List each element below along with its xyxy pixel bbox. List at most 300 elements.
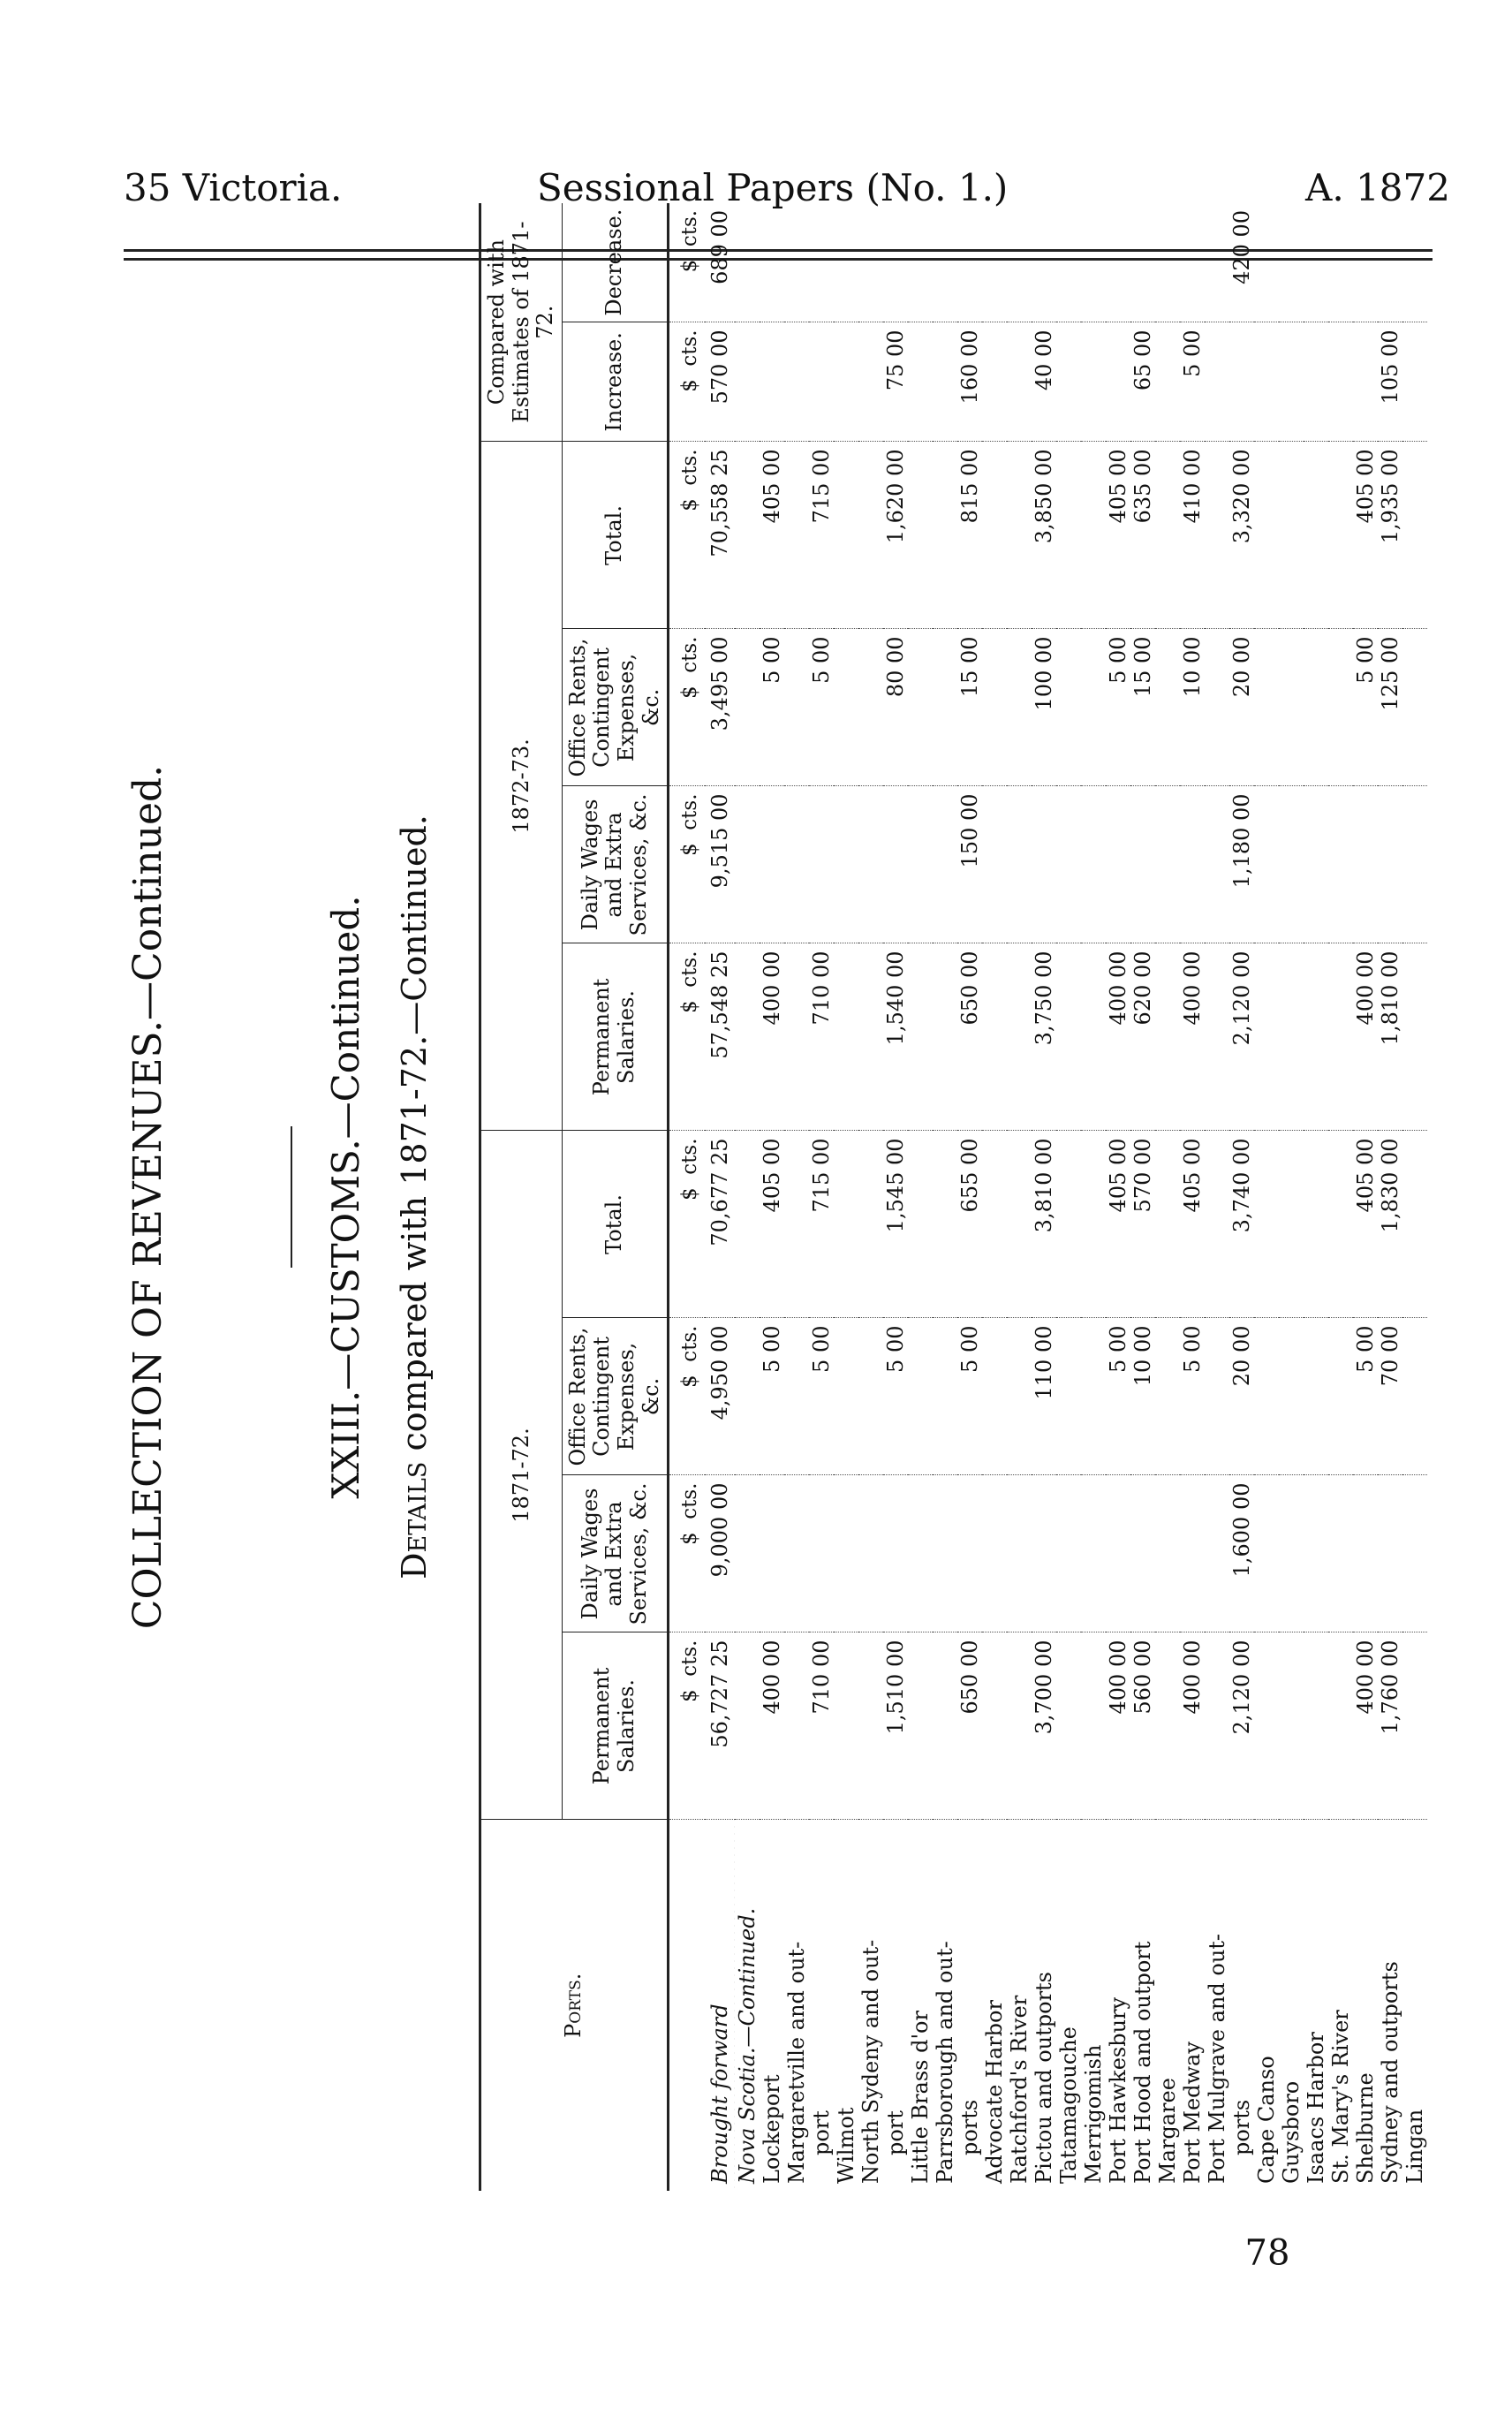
amount-cell (1279, 786, 1304, 943)
amount-cell: 1,540 00 (883, 943, 908, 1131)
table-row (1130, 203, 1155, 2191)
port-name: Port Hawkesbury (1106, 1820, 1130, 2191)
table-row (1056, 203, 1081, 2191)
table-row (1106, 203, 1130, 2191)
amount-cell (933, 943, 957, 1131)
amount-cell (858, 629, 883, 786)
unit-cell: $ cts. (669, 322, 706, 442)
amount-cell: 405 00 (1106, 1131, 1130, 1318)
table-row (735, 203, 760, 2191)
amount-cell (1007, 1632, 1032, 1820)
amount-cell: 105 00 (1378, 322, 1402, 442)
table-row (1378, 203, 1402, 2191)
amount-cell: 5 00 (760, 1318, 784, 1475)
amount-cell (1155, 1318, 1180, 1475)
amount-cell: 3,810 00 (1032, 1131, 1056, 1318)
amount-cell (809, 786, 834, 943)
amount-cell (908, 786, 933, 943)
port-name: Shelburne (1353, 1820, 1378, 2191)
amount-cell (1328, 943, 1353, 1131)
increase-header: Increase. (562, 322, 668, 442)
amount-cell: 2,120 00 (1229, 943, 1254, 1131)
amount-cell (1007, 1131, 1032, 1318)
office-rents-1872: Office Rents, Contingent Expenses, &c. (562, 629, 668, 786)
office-rents-1871: Office Rents, Contingent Expenses, &c. (562, 1318, 668, 1475)
amount-cell (1402, 442, 1427, 629)
amount-cell: 3,750 00 (1032, 943, 1056, 1131)
amount-cell (982, 322, 1007, 442)
amount-cell: 650 00 (957, 1632, 982, 1820)
amount-cell (1056, 943, 1081, 1131)
amount-cell (1304, 786, 1328, 943)
amount-cell (1402, 322, 1427, 442)
amount-cell (1279, 1475, 1304, 1632)
amount-cell (858, 322, 883, 442)
amount-cell (883, 786, 908, 943)
table-row (957, 203, 982, 2191)
unit-cell: $ cts. (669, 943, 706, 1131)
amount-cell (982, 1632, 1007, 1820)
amount-cell: 5 00 (1180, 1318, 1205, 1475)
amount-cell (784, 203, 809, 322)
amount-cell (1279, 1632, 1304, 1820)
ports-header: Ports. (480, 1820, 669, 2191)
port-name: Pictou and outports (1032, 1820, 1056, 2191)
amount-cell: 710 00 (809, 943, 834, 1131)
amount-cell: 150 00 (957, 786, 982, 943)
amount-cell: 1,510 00 (883, 1632, 908, 1820)
amount-cell: 160 00 (957, 322, 982, 442)
amount-cell (1007, 442, 1032, 629)
amount-cell (908, 1632, 933, 1820)
table-row (1007, 203, 1032, 2191)
amount-cell (760, 1475, 784, 1632)
amount-cell (1304, 629, 1328, 786)
amount-cell: 715 00 (809, 442, 834, 629)
amount-cell (1056, 1131, 1081, 1318)
table-row (1180, 203, 1205, 2191)
amount-cell (858, 1131, 883, 1318)
amount-cell (1081, 629, 1106, 786)
amount-cell (1304, 1318, 1328, 1475)
amount-cell (1328, 1131, 1353, 1318)
table-row (784, 203, 809, 2191)
amount-cell (933, 1318, 957, 1475)
amount-cell (735, 442, 760, 629)
port-name: St. Mary's River (1328, 1820, 1353, 2191)
amount-cell: 80 00 (883, 629, 908, 786)
amount-cell (908, 1318, 933, 1475)
port-name: Parrsborough and out- (933, 1820, 957, 2191)
table-row (760, 203, 784, 2191)
amount-cell (933, 1475, 957, 1632)
table-row (1155, 203, 1180, 2191)
port-name: port (883, 1820, 908, 2191)
amount-cell (834, 943, 858, 1131)
amount-cell: 10 00 (1130, 1318, 1155, 1475)
table-row (1205, 203, 1229, 2191)
amount-cell (1254, 629, 1279, 786)
amount-cell: 400 00 (1353, 943, 1378, 1131)
amount-cell (1205, 1475, 1229, 1632)
amount-cell (784, 786, 809, 943)
amount-cell (1353, 203, 1378, 322)
amount-cell (784, 442, 809, 629)
amount-cell: 620 00 (1130, 943, 1155, 1131)
amount-cell (908, 1131, 933, 1318)
amount-cell (1155, 943, 1180, 1131)
amount-cell (1254, 943, 1279, 1131)
amount-cell (1205, 629, 1229, 786)
amount-cell: 70,558 25 (705, 442, 735, 629)
amount-cell (1328, 442, 1353, 629)
unit-cell: $ cts. (669, 629, 706, 786)
amount-cell: 5 00 (809, 629, 834, 786)
amount-cell: 3,740 00 (1229, 1131, 1254, 1318)
amount-cell (1056, 203, 1081, 322)
amount-cell (834, 1475, 858, 1632)
amount-cell (784, 322, 809, 442)
amount-cell (1304, 442, 1328, 629)
amount-cell: 635 00 (1130, 442, 1155, 629)
amount-cell (957, 1475, 982, 1632)
table-row (809, 203, 834, 2191)
amount-cell (834, 786, 858, 943)
amount-cell: 2,120 00 (1229, 1632, 1254, 1820)
table-row (858, 203, 883, 2191)
port-name: Guysboro (1279, 1820, 1304, 2191)
amount-cell (858, 1632, 883, 1820)
details-label: Details (395, 1461, 434, 1579)
amount-cell (1056, 1632, 1081, 1820)
amount-cell (1402, 203, 1427, 322)
amount-cell: 57,548 25 (705, 943, 735, 1131)
amount-cell (1130, 1475, 1155, 1632)
amount-cell (1378, 1475, 1402, 1632)
amount-cell (1378, 203, 1402, 322)
amount-cell (735, 629, 760, 786)
amount-cell (858, 943, 883, 1131)
table-row (908, 203, 933, 2191)
port-name: Isaacs Harbor (1304, 1820, 1328, 2191)
amount-cell (1081, 943, 1106, 1131)
port-name: Margaree (1155, 1820, 1180, 2191)
amount-cell (834, 1632, 858, 1820)
amount-cell (858, 442, 883, 629)
amount-cell (735, 1131, 760, 1318)
amount-cell (1254, 1318, 1279, 1475)
amount-cell (809, 203, 834, 322)
amount-cell (1205, 1632, 1229, 1820)
amount-cell (834, 1131, 858, 1318)
amount-cell (735, 1318, 760, 1475)
amount-cell (735, 1632, 760, 1820)
amount-cell: 5 00 (1180, 322, 1205, 442)
total-1871: Total. (562, 1131, 668, 1318)
compared-header: Compared with Estimates of 1871-72. (480, 203, 563, 442)
amount-cell (760, 203, 784, 322)
amount-cell (735, 203, 760, 322)
amount-cell: 1,180 00 (1229, 786, 1254, 943)
amount-cell (858, 1475, 883, 1632)
port-name: Sydney and outports (1378, 1820, 1402, 2191)
rotated-page-content (125, 203, 1433, 2274)
amount-cell (1304, 203, 1328, 322)
amount-cell (1304, 322, 1328, 442)
amount-cell (1007, 322, 1032, 442)
amount-cell (933, 203, 957, 322)
amount-cell (1328, 629, 1353, 786)
amount-cell (1007, 943, 1032, 1131)
port-name: Port Medway (1180, 1820, 1205, 2191)
amount-cell: 75 00 (883, 322, 908, 442)
amount-cell: 20 00 (1229, 629, 1254, 786)
amount-cell: 70 00 (1378, 1318, 1402, 1475)
amount-cell (1056, 629, 1081, 786)
table-row (1402, 203, 1427, 2191)
amount-cell (809, 1475, 834, 1632)
amount-cell: 400 00 (760, 1632, 784, 1820)
amount-cell: 560 00 (1130, 1632, 1155, 1820)
amount-cell (1402, 629, 1427, 786)
amount-cell (1279, 1131, 1304, 1318)
amount-cell (982, 1475, 1007, 1632)
amount-cell (933, 442, 957, 629)
amount-cell (1155, 1632, 1180, 1820)
amount-cell (858, 203, 883, 322)
amount-cell (1279, 943, 1304, 1131)
amount-cell (735, 1475, 760, 1632)
port-name: Ratchford's River (1007, 1820, 1032, 2191)
decrease-header: Decrease. (562, 203, 668, 322)
amount-cell (760, 322, 784, 442)
amount-cell (1353, 786, 1378, 943)
port-name: ports (957, 1820, 982, 2191)
details-suffix: compared with 1871-72.—Continued. (395, 814, 434, 1462)
amount-cell: 1,810 00 (1378, 943, 1402, 1131)
port-name: Wilmot (834, 1820, 858, 2191)
amount-cell (1056, 1475, 1081, 1632)
amount-cell: 5 00 (1106, 629, 1130, 786)
amount-cell (1130, 203, 1155, 322)
amount-cell (1180, 203, 1205, 322)
amount-cell (858, 786, 883, 943)
amount-cell (834, 442, 858, 629)
amount-cell (1402, 1131, 1427, 1318)
page-number: 78 (1244, 2232, 1290, 2274)
amount-cell (1081, 1318, 1106, 1475)
amount-cell (908, 1475, 933, 1632)
amount-cell: 110 00 (1032, 1318, 1056, 1475)
amount-cell (982, 943, 1007, 1131)
amount-cell: 20 00 (1229, 1318, 1254, 1475)
port-name: Lingan (1402, 1820, 1427, 2191)
amount-cell (1402, 943, 1427, 1131)
amount-cell (933, 629, 957, 786)
daily-wages-1871: Daily Wages and Extra Services, &c. (562, 1475, 668, 1632)
amount-cell (1205, 786, 1229, 943)
amount-cell (1130, 786, 1155, 943)
amount-cell (1007, 1318, 1032, 1475)
amount-cell (883, 1475, 908, 1632)
amount-cell: 1,620 00 (883, 442, 908, 629)
amount-cell (982, 629, 1007, 786)
table-row (1279, 203, 1304, 2191)
amount-cell: 405 00 (760, 442, 784, 629)
daily-wages-1872: Daily Wages and Extra Services, &c. (562, 786, 668, 943)
amount-cell (1205, 1131, 1229, 1318)
details-subtitle (395, 203, 434, 2191)
amount-cell (834, 629, 858, 786)
customs-title: XXIII.—CUSTOMS.—Continued. (324, 895, 367, 1499)
amount-cell: 689 00 (707, 209, 733, 284)
amount-cell: 5 00 (957, 1318, 982, 1475)
port-name: Cape Canso (1254, 1820, 1279, 2191)
amount-cell: 400 00 (1106, 943, 1130, 1131)
amount-cell: 400 00 (1180, 943, 1205, 1131)
amount-cell: 1,935 00 (1378, 442, 1402, 629)
amount-cell (1254, 203, 1279, 322)
amount-cell (1056, 322, 1081, 442)
amount-cell (784, 1131, 809, 1318)
amount-cell (1402, 1632, 1427, 1820)
collection-title: COLLECTION OF REVENUES.—Continued. (125, 764, 170, 1630)
title-separator (291, 1126, 292, 1268)
amount-cell (1279, 203, 1304, 322)
amount-cell: 715 00 (809, 1131, 834, 1318)
amount-cell: 100 00 (1032, 629, 1056, 786)
unit-cell: $ cts. (669, 1318, 706, 1475)
amount-cell (1254, 322, 1279, 442)
table-row (1304, 203, 1328, 2191)
year-1872-header: 1872-73. (480, 442, 563, 1131)
amount-cell: 1,600 00 (1229, 1475, 1254, 1632)
header-title: Sessional Papers (No. 1.) (537, 166, 1009, 209)
amount-cell (1081, 1475, 1106, 1632)
amount-cell (834, 203, 858, 322)
amount-cell (1056, 1318, 1081, 1475)
amount-cell (1007, 1475, 1032, 1632)
amount-cell: 1,760 00 (1378, 1632, 1402, 1820)
amount-cell (1304, 1632, 1328, 1820)
amount-cell: 3,700 00 (1032, 1632, 1056, 1820)
amount-cell: 570 00 (1130, 1131, 1155, 1318)
amount-cell: 1,545 00 (883, 1131, 908, 1318)
customs-details-table (479, 203, 1427, 2191)
amount-cell (1279, 442, 1304, 629)
amount-cell: 420 00 (1229, 209, 1255, 284)
amount-cell: 5 00 (1353, 629, 1378, 786)
amount-cell (1353, 1475, 1378, 1632)
port-name: Brought forward (705, 1820, 735, 2191)
table-row (1254, 203, 1279, 2191)
amount-cell (1304, 1131, 1328, 1318)
header-session: 35 Victoria. (124, 166, 343, 209)
table-row (1081, 203, 1106, 2191)
table-row (883, 203, 908, 2191)
port-name: Port Mulgrave and out- (1205, 1820, 1229, 2191)
amount-cell (1155, 1131, 1180, 1318)
amount-cell (1155, 629, 1180, 786)
amount-cell (1155, 786, 1180, 943)
amount-cell (1106, 786, 1130, 943)
amount-cell (1081, 203, 1106, 322)
table-row (705, 203, 735, 2191)
amount-cell (1328, 1632, 1353, 1820)
amount-cell (982, 1131, 1007, 1318)
amount-cell (1378, 786, 1402, 943)
table-row (933, 203, 957, 2191)
amount-cell (1155, 322, 1180, 442)
port-name: Margaretville and out- (784, 1820, 809, 2191)
amount-cell (1007, 629, 1032, 786)
amount-cell (834, 1318, 858, 1475)
amount-cell (809, 322, 834, 442)
amount-cell: 400 00 (760, 943, 784, 1131)
amount-cell: 5 00 (883, 1318, 908, 1475)
table-row (834, 203, 858, 2191)
amount-cell (784, 1475, 809, 1632)
amount-cell (1254, 1475, 1279, 1632)
amount-cell (784, 1632, 809, 1820)
amount-cell: 405 00 (1353, 1131, 1378, 1318)
unit-cell: $ cts. (669, 442, 706, 629)
amount-cell (1353, 322, 1378, 442)
amount-cell (1007, 203, 1032, 322)
amount-cell: 9,000 00 (705, 1475, 735, 1632)
amount-cell (1304, 943, 1328, 1131)
amount-cell (784, 1318, 809, 1475)
amount-cell (1007, 786, 1032, 943)
amount-cell (1205, 203, 1229, 322)
amount-cell (1081, 786, 1106, 943)
amount-cell (1328, 203, 1353, 322)
amount-cell (1254, 442, 1279, 629)
amount-cell: 3,495 00 (705, 629, 735, 786)
amount-cell (1032, 786, 1056, 943)
amount-cell (1081, 442, 1106, 629)
amount-cell (784, 943, 809, 1131)
amount-cell (908, 322, 933, 442)
amount-cell (1081, 322, 1106, 442)
amount-cell: 10 00 (1180, 629, 1205, 786)
unit-cell: $ cts. (669, 1475, 706, 1632)
amount-cell (1081, 1632, 1106, 1820)
amount-cell (1155, 1475, 1180, 1632)
amount-cell (1106, 322, 1130, 442)
amount-cell (834, 322, 858, 442)
amount-cell: 650 00 (957, 943, 982, 1131)
amount-cell (982, 203, 1007, 322)
port-name: Lockeport (760, 1820, 784, 2191)
amount-cell (982, 1318, 1007, 1475)
amount-cell: 3,850 00 (1032, 442, 1056, 629)
amount-cell (1279, 322, 1304, 442)
amount-cell (1155, 203, 1180, 322)
table-row (982, 203, 1007, 2191)
amount-cell: 56,727 25 (705, 1632, 735, 1820)
port-name: Nova Scotia.—Continued. (735, 1820, 760, 2191)
amount-cell (1081, 1131, 1106, 1318)
amount-cell: 815 00 (957, 442, 982, 629)
port-name: port (809, 1820, 834, 2191)
amount-cell: 5 00 (1106, 1318, 1130, 1475)
amount-cell (908, 943, 933, 1131)
amount-cell (1032, 1475, 1056, 1632)
amount-cell (1328, 1475, 1353, 1632)
amount-cell (1279, 629, 1304, 786)
amount-cell: 65 00 (1130, 322, 1155, 442)
